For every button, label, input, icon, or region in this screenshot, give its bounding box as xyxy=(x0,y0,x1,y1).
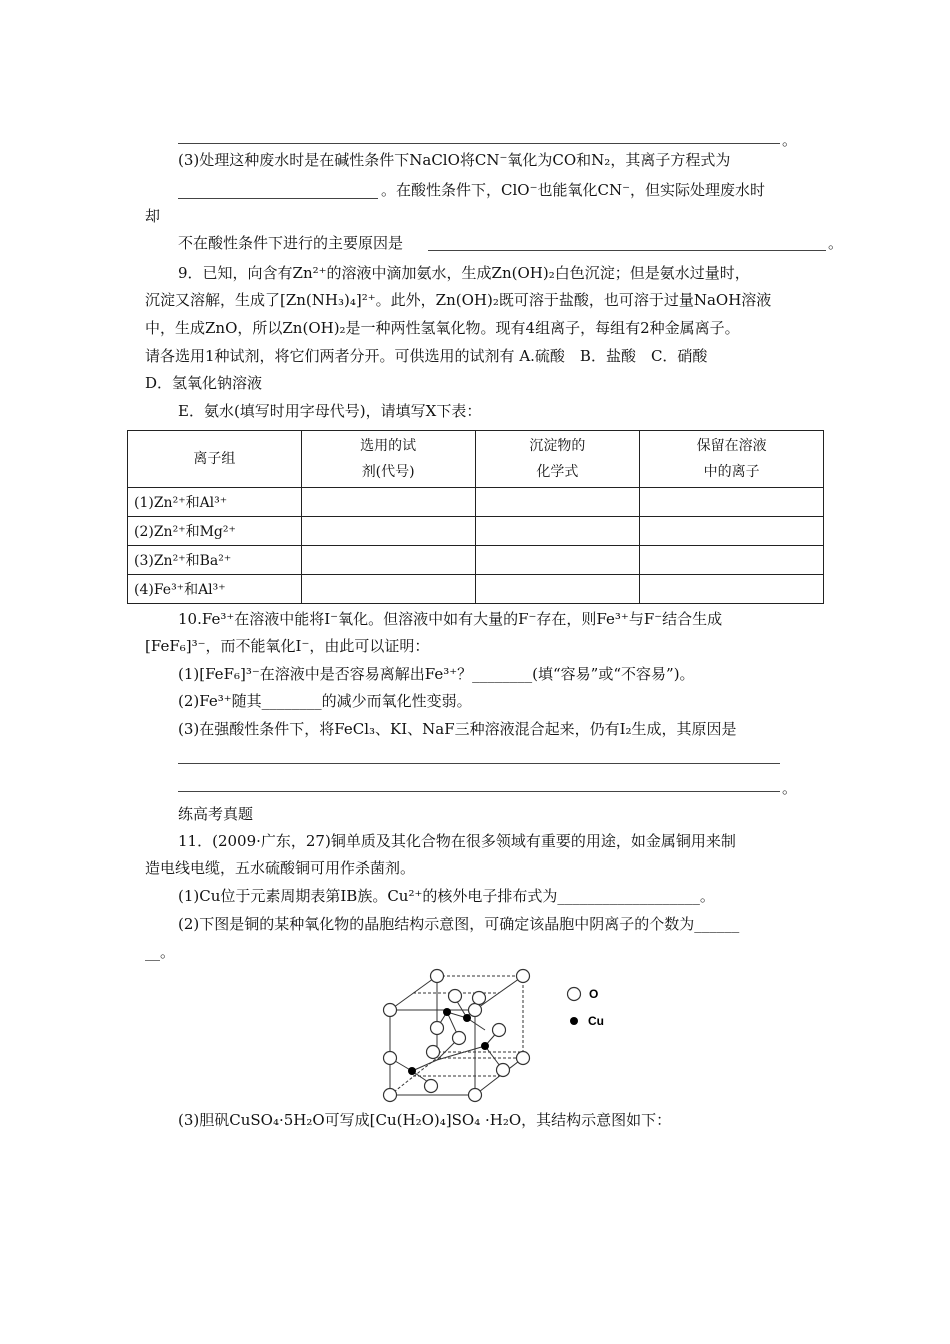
end-mark: 。 xyxy=(828,234,844,252)
q9-line1: 9．已知，向含有Zn²⁺的溶液中滴加氨水，生成Zn(OH)₂白色沉淀；但是氨水过量时， xyxy=(178,264,750,282)
q10-part3: (3)在强酸性条件下，将FeCl₃、KI、NaF三种溶液混合起来，仍有I₂生成，其原因是 xyxy=(178,720,737,738)
answer-cell[interactable] xyxy=(640,488,824,517)
q11-part3: (3)胆矾CuSO₄·5H₂O可写成[Cu(H₂O)₄]SO₄ ·H₂O，其结构示意图如下： xyxy=(178,1111,672,1129)
end-mark: 。 xyxy=(782,131,798,149)
q11-part2-line2: __。 xyxy=(145,943,176,961)
answer-blank-line[interactable] xyxy=(178,791,780,792)
answer-cell[interactable] xyxy=(301,517,475,546)
q8-part3-line4: 不在酸性条件下进行的主要原因是 xyxy=(178,234,404,252)
table-row xyxy=(128,488,824,517)
answer-cell[interactable] xyxy=(475,546,640,575)
header-precipitate: 沉淀物的 化学式 xyxy=(475,431,640,488)
end-mark: 。 xyxy=(782,779,798,797)
q8-part3-line2: 。在酸性条件下，ClO⁻也能氧化CN⁻，但实际处理废水时 xyxy=(381,181,766,199)
q9-line2: 沉淀又溶解，生成了[Zn(NH₃)₄]²⁺。此外，Zn(OH)₂既可溶于盐酸，也可溶于过量NaOH溶液 xyxy=(145,291,772,309)
table-header-row xyxy=(128,431,824,488)
row-label: (4)Fe³⁺和Al³⁺ xyxy=(128,575,302,604)
section-title: 练高考真题 xyxy=(178,805,254,823)
legend-cu-label: Cu xyxy=(588,1014,604,1028)
answer-blank-line[interactable] xyxy=(178,198,378,199)
table-row xyxy=(128,575,824,604)
answer-cell[interactable] xyxy=(475,488,640,517)
header-reagent: 选用的试 剂(代号) xyxy=(301,431,475,488)
q9-line6: E．氨水(填写时用字母代号)，请填写X下表： xyxy=(178,402,482,420)
q11-line2: 造电线电缆，五水硫酸铜可用作杀菌剂。 xyxy=(145,859,416,877)
answer-blank-line[interactable] xyxy=(178,763,780,764)
row-label: (1)Zn²⁺和Al³⁺ xyxy=(128,488,302,517)
legend-o-label: O xyxy=(589,987,599,1001)
row-label: (3)Zn²⁺和Ba²⁺ xyxy=(128,546,302,575)
oxygen-legend-marker xyxy=(568,988,581,1001)
answer-cell[interactable] xyxy=(301,575,475,604)
answer-blank-line[interactable] xyxy=(178,143,780,144)
q11-part1: (1)Cu位于元素周期表第ⅠB族。Cu²⁺的核外电子排布式为___________________。 xyxy=(178,887,715,905)
answer-cell[interactable] xyxy=(640,546,824,575)
copper-oxide-unit-cell-diagram xyxy=(375,968,625,1113)
q11-part2-line1: (2)下图是铜的某种氧化物的晶胞结构示意图，可确定该晶胞中阴离子的个数为______ xyxy=(178,915,740,933)
ion-separation-table xyxy=(127,430,824,604)
q10-line1: 10.Fe³⁺在溶液中能将I⁻氧化。但溶液中如有大量的F⁻存在，则Fe³⁺与F⁻结合生成 xyxy=(178,610,723,628)
answer-cell[interactable] xyxy=(301,488,475,517)
table-row xyxy=(128,517,824,546)
q9-line5: D．氢氧化钠溶液 xyxy=(145,374,263,392)
q10-part1: (1)[FeF₆]³⁻在溶液中是否容易离解出Fe³⁺？________(填“容易”或“不容易”)。 xyxy=(178,665,695,683)
q8-part3-line3: 却 xyxy=(145,207,161,225)
q9-line3: 中，生成ZnO，所以Zn(OH)₂是一种两性氢氧化物。现有4组离子，每组有2种金属离子。 xyxy=(145,319,740,337)
table-row xyxy=(128,546,824,575)
answer-blank-line[interactable] xyxy=(428,250,826,251)
header-remaining-ion: 保留在溶液 中的离子 xyxy=(640,431,824,488)
answer-cell[interactable] xyxy=(301,546,475,575)
q8-part3-line1: (3)处理这种废水时是在碱性条件下NaClO将CN⁻氧化为CO和N₂，其离子方程式为 xyxy=(178,151,731,169)
answer-cell[interactable] xyxy=(640,575,824,604)
q9-line4: 请各选用1种试剂，将它们两者分开。可供选用的试剂有 A.硫酸 B．盐酸 C．硝酸 xyxy=(145,347,708,365)
answer-cell[interactable] xyxy=(475,575,640,604)
q10-line2: [FeF₆]³⁻，而不能氧化I⁻，由此可以证明： xyxy=(145,637,430,655)
header-ion-group: 离子组 xyxy=(128,431,302,488)
copper-legend-marker xyxy=(570,1017,578,1025)
q10-part2: (2)Fe³⁺随其________的减少而氧化性变弱。 xyxy=(178,692,472,710)
q11-line1: 11．(2009·广东，27)铜单质及其化合物在很多领域有重要的用途，如金属铜用来制 xyxy=(178,832,736,850)
answer-cell[interactable] xyxy=(640,517,824,546)
answer-cell[interactable] xyxy=(475,517,640,546)
row-label: (2)Zn²⁺和Mg²⁺ xyxy=(128,517,302,546)
